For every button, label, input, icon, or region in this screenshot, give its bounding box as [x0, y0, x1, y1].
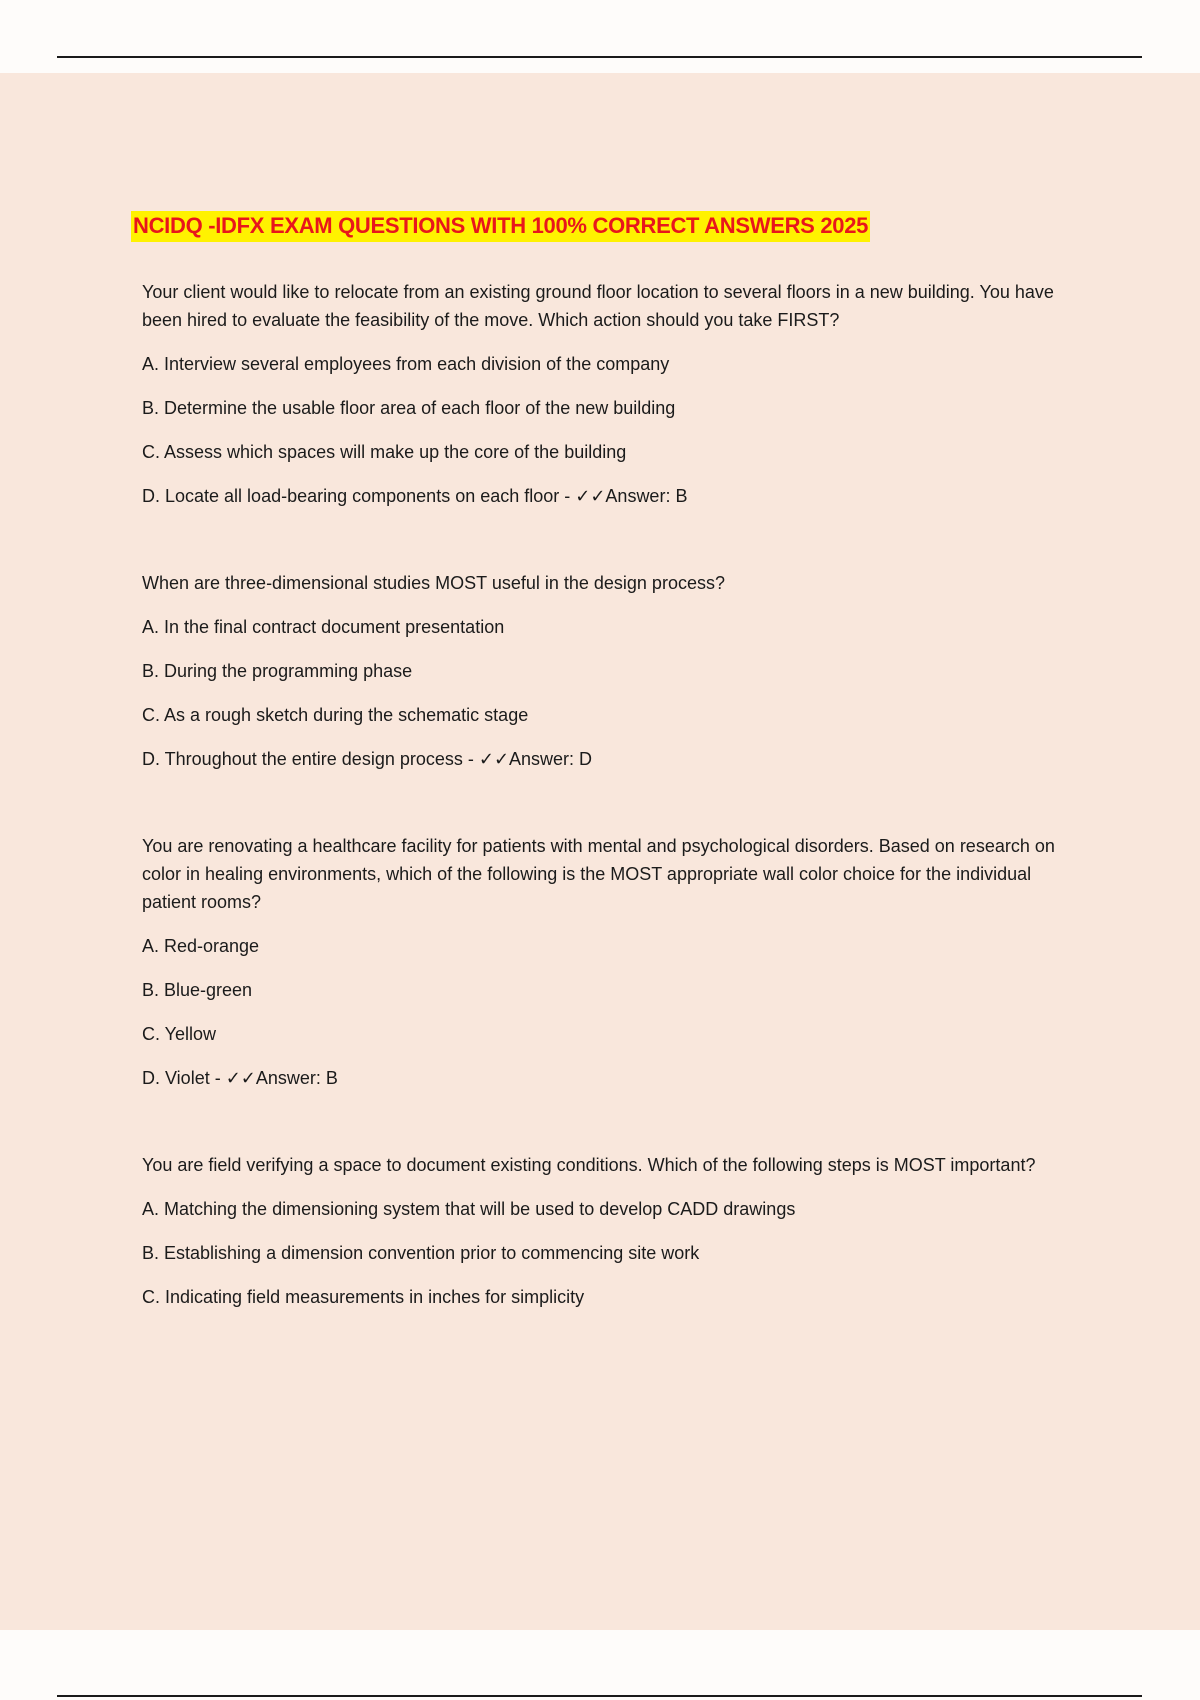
answer-option-a: A. In the final contract document presentation [142, 617, 505, 637]
answer-option-d-with-answer: D. Violet - ✓✓Answer: B [142, 1068, 338, 1088]
question-list [142, 278, 1062, 1370]
answer-option-d-with-answer: D. Locate all load-bearing components on each floor - ✓✓Answer: B [142, 486, 688, 506]
answer-option-b: B. Establishing a dimension convention prior to commencing site work [142, 1243, 700, 1263]
answer-option-a: A. Interview several employees from each division of the company [142, 354, 670, 374]
answer-option-c: C. Yellow [142, 1024, 217, 1044]
question-block-2 [142, 569, 1062, 773]
footer-rule [57, 1695, 1142, 1697]
question-text: You are renovating a healthcare facility for patients with mental and psychological disorders. Based on research on color in healing environments, which of the following is the MOST appropriate wall color choice for the individual patient rooms? [142, 836, 1055, 912]
header-rule [57, 56, 1142, 58]
question-block-4 [142, 1151, 1062, 1311]
answer-option-c: C. Indicating field measurements in inches for simplicity [142, 1287, 585, 1307]
question-text: Your client would like to relocate from an existing ground floor location to several floors in a new building. You have been hired to evaluate the feasibility of the move. Which action should you take FIRST? [142, 282, 1054, 330]
question-block-3 [142, 832, 1062, 1092]
answer-option-a: A. Matching the dimensioning system that will be used to develop CADD drawings [142, 1199, 796, 1219]
answer-option-a: A. Red-orange [142, 936, 260, 956]
answer-option-b: B. During the programming phase [142, 661, 413, 681]
answer-option-c: C. Assess which spaces will make up the core of the building [142, 442, 627, 462]
answer-option-d-with-answer: D. Throughout the entire design process - ✓✓Answer: D [142, 749, 593, 769]
answer-option-b: B. Blue-green [142, 980, 253, 1000]
question-block-1 [142, 278, 1062, 510]
question-text: You are field verifying a space to document existing conditions. Which of the following steps is MOST important? [142, 1155, 1036, 1175]
document-title: NCIDQ -IDFX EXAM QUESTIONS WITH 100% CORRECT ANSWERS 2025 [131, 211, 870, 242]
answer-option-c: C. As a rough sketch during the schematic stage [142, 705, 529, 725]
answer-option-b: B. Determine the usable floor area of each floor of the new building [142, 398, 676, 418]
question-text: When are three-dimensional studies MOST useful in the design process? [142, 573, 725, 593]
